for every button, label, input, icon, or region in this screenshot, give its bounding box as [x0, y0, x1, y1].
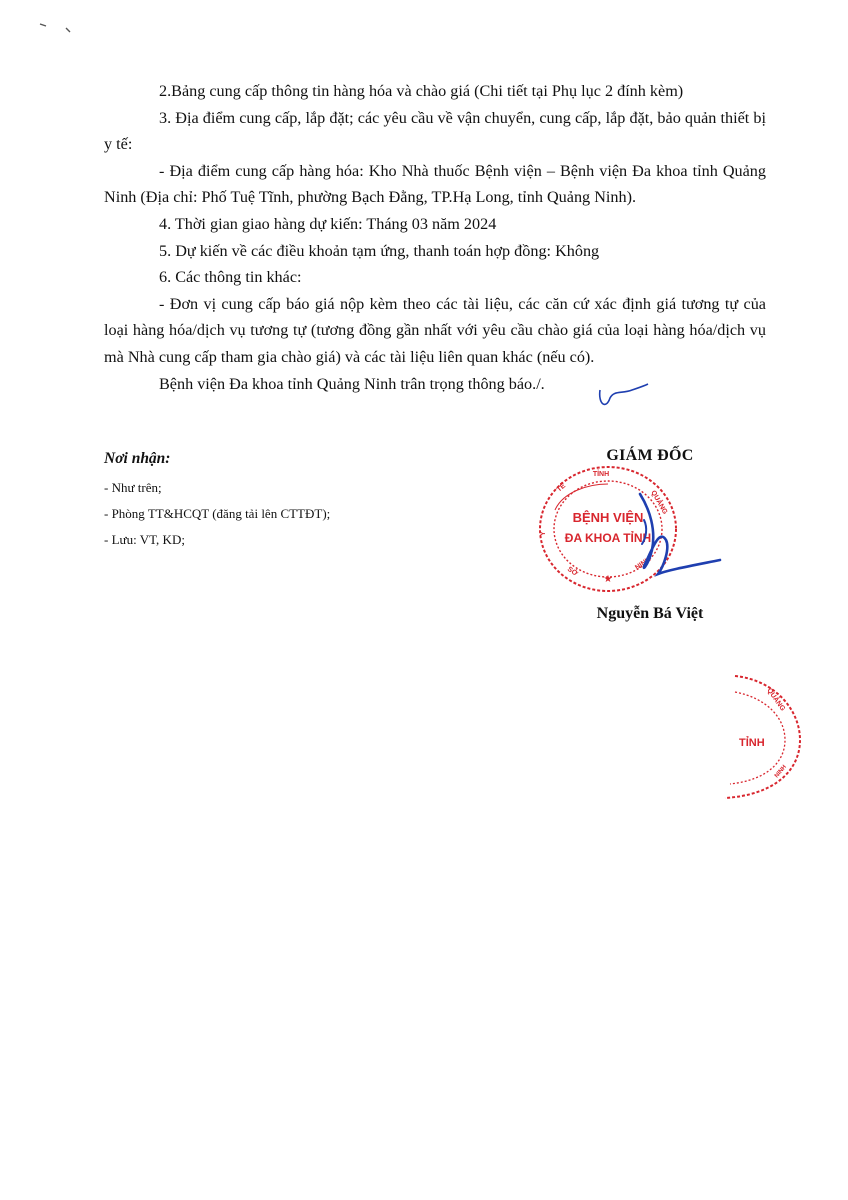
- partial-seal: [705, 670, 805, 805]
- paragraph-other-info: - Đơn vị cung cấp báo giá nộp kèm theo các tài liệu, các căn cứ xác định giá tương tự của loại hàng hóa/dịch vụ tương tự (tương đồng gần nhất với yêu cầu chào giá của loại hàng hóa/dịch vụ mà Nhà cung cấp tham gia chào giá) và các tài liệu liên quan khác (nếu có).: [104, 294, 766, 366]
- recipients-heading: Nơi nhận:: [104, 450, 171, 467]
- signer-title: GIÁM ĐỐC: [606, 447, 694, 464]
- seal-text-line1: BỆNH VIỆN: [572, 510, 644, 525]
- partial-seal-ring: QUẢNG: [765, 687, 787, 713]
- recipient-line: - Như trên;: [104, 480, 162, 495]
- paragraph-item-6: 6. Các thông tin khác:: [159, 268, 302, 287]
- recipient-line: - Lưu: VT, KD;: [104, 532, 185, 547]
- paragraph-item-2: 2.Bảng cung cấp thông tin hàng hóa và chào giá (Chi tiết tại Phụ lục 2 đính kèm): [159, 82, 684, 100]
- seal-ring-top: TỈNH: [592, 471, 610, 478]
- seal-ring-right: QUẢNG: [649, 489, 669, 516]
- signer-name: Nguyễn Bá Việt: [596, 605, 704, 622]
- seal-text-line2: ĐA KHOA TỈNH: [564, 531, 652, 545]
- paragraph-item-5: 5. Dự kiến về các điều khoản tạm ứng, thanh toán hợp đồng: Không: [159, 241, 600, 260]
- scan-mark-decoration: [38, 18, 78, 36]
- seal-ring-left-b: Y: [540, 531, 547, 536]
- director-signature: [600, 470, 740, 590]
- paragraph-item-3: 3. Địa điểm cung cấp, lắp đặt; các yêu cầu về vận chuyển, cung cấp, lắp đặt, bảo quản thiết bị y tế:: [104, 108, 766, 154]
- paragraph-closing: Bệnh viện Đa khoa tỉnh Quảng Ninh trân trọng thông báo./.: [159, 374, 545, 393]
- document-body: [104, 78, 766, 397]
- initial-signature: [592, 380, 652, 420]
- seal-ring-left-a: TẾ: [555, 482, 568, 494]
- seal-star-icon: ★: [603, 574, 613, 585]
- paragraph-delivery-location: - Địa điểm cung cấp hàng hóa: Kho Nhà thuốc Bệnh viện – Bệnh viện Đa khoa tỉnh Quảng Ninh (Địa chỉ: Phố Tuệ Tĩnh, phường Bạch Đằng, TP.Hạ Long, tỉnh Quảng Ninh).: [104, 161, 766, 207]
- seal-ring-bottom-left: SỞ: [565, 565, 579, 578]
- partial-seal-inner: TỈNH: [739, 737, 765, 749]
- paragraph-item-4: 4. Thời gian giao hàng dự kiến: Tháng 03 năm 2024: [159, 214, 497, 233]
- recipients-block: [104, 450, 444, 553]
- recipient-line: - Phòng TT&HCQT (đăng tải lên CTTĐT);: [104, 506, 331, 521]
- seal-ring-bottom-right: NINH: [634, 556, 653, 572]
- partial-seal-ring-bottom: NINH: [773, 764, 788, 780]
